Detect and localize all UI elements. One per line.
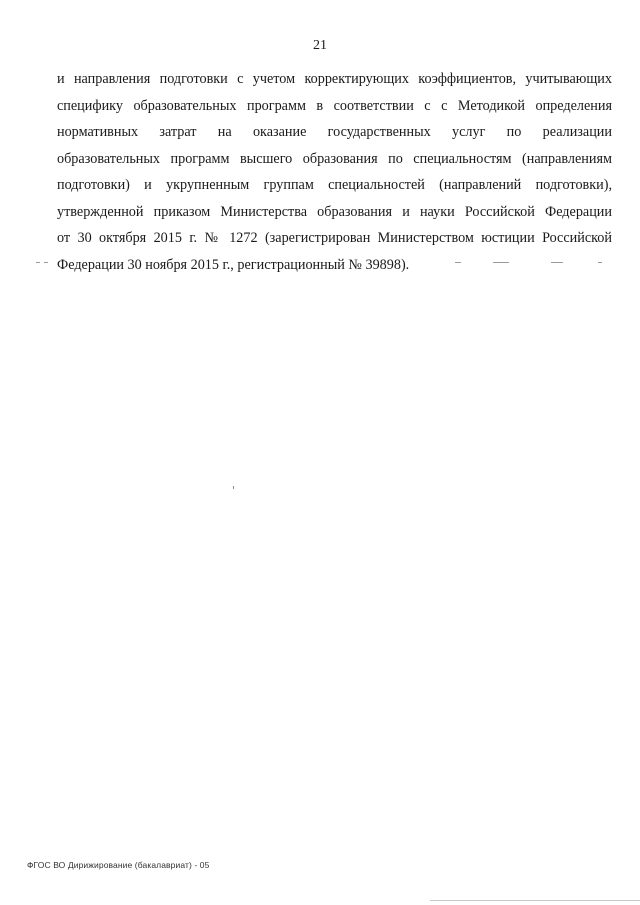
scan-mark	[598, 262, 602, 263]
scan-mark	[493, 262, 509, 263]
paragraph-line: специфику образовательных программ в соответствии с с Методикой определения	[57, 97, 612, 114]
scan-mark	[36, 262, 40, 263]
page-number: 21	[313, 38, 327, 53]
body-paragraph	[57, 66, 612, 278]
scan-edge	[430, 900, 640, 901]
paragraph-line: Федерации 30 ноября 2015 г., регистрационный № 39898).	[57, 256, 410, 273]
scan-mark	[551, 262, 563, 263]
paragraph-line: нормативных затрат на оказание государственных услуг по реализации	[57, 124, 612, 140]
paragraph-line: образовательных программ высшего образования по специальностям (направлениям	[57, 150, 612, 167]
scan-mark	[455, 262, 461, 263]
document-footer: ФГОС ВО Дирижирование (бакалавриат) - 05	[27, 860, 210, 870]
paragraph-line: подготовки) и укрупненным группам специальностей (направлений подготовки),	[57, 177, 612, 193]
scan-dot	[233, 486, 234, 489]
scan-mark	[44, 262, 48, 263]
paragraph-line: утвержденной приказом Министерства образования и науки Российской Федерации	[57, 203, 612, 220]
paragraph-line: и направления подготовки с учетом корректирующих коэффициентов, учитывающих	[57, 71, 612, 87]
paragraph-line: от 30 октября 2015 г. № 1272 (зарегистрирован Министерством юстиции Российской	[57, 230, 612, 246]
